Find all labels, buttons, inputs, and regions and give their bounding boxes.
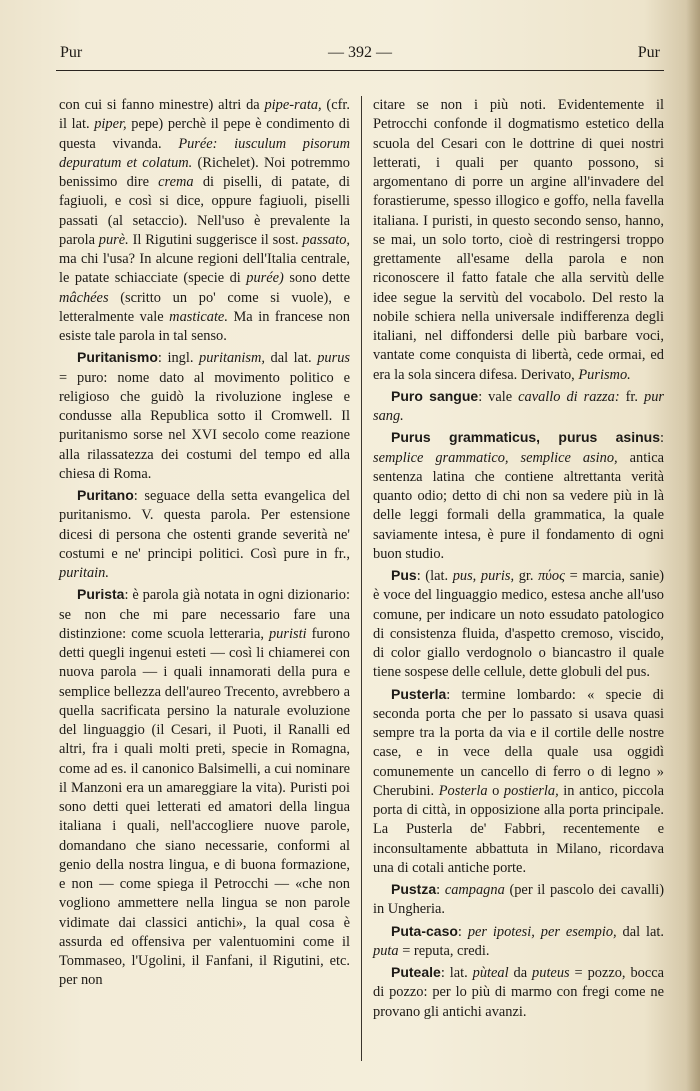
dictionary-entry [59,585,350,990]
page-number: — 392 — [328,44,392,61]
dictionary-entry [59,486,350,583]
italic-term: puritanism, [199,350,265,367]
dictionary-entry [373,96,664,385]
entry-text: Ma in francese non esiste tale parola in tal senso. [59,308,350,344]
entry-text: dal lat. [616,923,664,940]
italic-term: puristi [268,625,307,642]
italic-term: Purismo. [578,366,631,383]
entry-text: sono dette [283,270,350,287]
italic-term: pùteal [472,965,509,981]
entry-text: di piselli, di patate, di fagiuoli, e così si dice, oppure fagiuoli, piselli passati (al setaccio). Nell'uso è prevalente la parola [59,174,350,248]
dictionary-entry [373,428,664,564]
italic-term: puta [373,942,399,959]
entry-text: (per il pascolo dei cavalli) in Ungheria. [373,882,664,918]
entry-text: (cfr. il lat. [59,97,350,133]
italic-term: πύος [538,568,565,584]
page-edge-shadow [686,0,700,1091]
header-rule [56,70,664,71]
entry-text: furono detti quegli ingenui esteti — così li chiamerei con nuova parola — i quali innamorati della pura e semplice bellezza dell'aureo Trecento, avrebbero a quella sacrificata persino la naturale evoluzione del linguaggio (il Cesari, il Puoti, il Ranalli ed altri, fra i quali molti preti, specie in Romagna, come ad es. il canonico Balsimelli, a cui nominare il Manzoni era un amareggiare la vita). Puristi poi sono detti quei letterati ed amatori della lingua italiana i quali, nell'accogliere nuove parole, domandano che siano necessarie, conformi al genio della nostra lingua, e di buona formazione, e non — come spiega il Petrocchi — «che non vogliono ammettere nella lingua se non parole vidimate dai classici antichi», la qual cosa è assurda ed offensiva per valentuomini come il Tommaseo, l'Ugolini, il Fanfani, il Rigutini, etc. per non [59,625,350,989]
italic-term: campagna [444,882,505,898]
dictionary-entry [373,922,664,962]
entry-text: : lat. [440,965,473,981]
entry-headword: Purista [77,586,125,603]
italic-term: passato, [302,231,350,248]
italic-term: puteus [532,965,570,981]
italic-term: semplice grammatico, semplice asino, [373,449,618,466]
entry-text: = reputa, credi. [398,942,490,959]
entry-text: (scritto un po' come si vuole), e letteralmente vale [59,289,350,325]
dictionary-entry [373,685,664,879]
running-head-right: Pur [637,44,660,61]
entry-headword: Pus [391,567,417,583]
entry-headword: Puta-caso [391,922,458,939]
italic-term: masticate. [169,308,228,325]
entry-text: pepe) perchè il pepe è condimento di questa vivanda. [59,116,350,152]
entry-headword: Purus grammaticus, purus asinus [391,429,660,446]
entry-text: = pozzo, bocca di pozzo: per lo più di marmo con fregi come ne provano gli antichi avanzi. [373,965,665,1020]
italic-term: Posterla [438,782,488,799]
italic-term: pur sang. [373,388,664,424]
running-head-left: Pur [60,44,83,61]
entry-text: in antico, piccola porta di città, in opposizione alla porta principale. La Pusterla de' Fabbri, recentemente e inconsultamente abbattuta in Milano, ricordava una di cotali antiche porte. [373,782,664,876]
entry-headword: Pustza [391,881,437,897]
entry-text: ma chi l'usa? In alcune regioni dell'Italia centrale, le patate schiacciate (specie di [59,251,350,287]
entry-text: : (lat. [416,568,453,584]
dictionary-entry [373,387,664,427]
entry-text: : [660,430,664,447]
entry-text: Il Rigutini suggerisce il sost. [128,231,303,248]
entry-text: con cui si fanno minestre) altri da [59,97,265,113]
dictionary-entry [59,96,350,346]
dictionary-entry [373,566,664,683]
entry-text: da [508,965,533,981]
entry-text: : [436,882,445,898]
italic-term: purée) [246,270,284,287]
entry-text: : è parola già notata in ogni dizionario: se non che mi pare necessario fare una distinzione: come scuola letteraria, [59,587,350,642]
entry-text: = marcia, sanie) è voce del linguaggio medico, estesa anche all'uso comune, per indicare un noto essudato patologico di consistenza fluida, d'aspetto cremoso, viscido, di color giallo verdognolo o biancastro il quale tiene sospese delle cellule, dette globuli del pus. [373,568,665,681]
italic-term: puritain. [59,565,109,581]
italic-term: postierla, [503,782,559,799]
entry-text: fr. [619,388,644,405]
entry-headword: Pusterla [391,685,447,702]
italic-term: purè. [98,231,129,248]
entry-headword: Puteale [391,964,441,980]
italic-term: purus [317,350,350,367]
left-column [59,96,350,993]
entry-text: dal lat. [264,350,318,367]
italic-term: Purée: iusculum pisorum depuratum et colatum. [59,135,350,171]
entry-text: antica sentenza latina che contiene altrettanta verità quanto odio; detto di chi non sa vedere più in là delle leggi formali della grammatica, la quale saviamente intesa, è pure il fondamento di ogni buon studio. [373,449,664,562]
entry-text: gr. [514,568,539,584]
entry-text: : vale [478,388,519,405]
italic-term: cavallo di razza: [518,388,620,405]
entry-text: : ingl. [157,350,199,367]
italic-term: piper, [94,116,127,133]
page-header [56,44,664,66]
italic-term: crema [158,174,194,190]
italic-term: mâchées [59,289,109,306]
dictionary-entry [373,880,664,920]
entry-headword: Puro sangue [391,387,479,404]
entry-text: : termine lombardo: « specie di seconda porta che per lo passato si usava quasi sempre tra la porta da via e il cortile delle nostre case, e in vece della quale usa oggidì comunemente un cancello di ferro o di legno » Cherubini. [373,686,664,799]
right-column [373,96,664,1024]
entry-headword: Puritano [77,487,134,503]
italic-term: per ipotesi, per esempio, [467,923,617,940]
entry-headword: Puritanismo [77,349,158,366]
entry-text: citare se non i più noti. Evidentemente il Petrocchi confonde il dogmatismo estetico della scuola del Cesari con le dottrine di quei nostri letterati, i quali per quanto possono, si argomentano di porre un argine all'invadere del forastierume, spesso illogico e goffo, nella favella italiana. I puristi, in questo secondo senso, hanno, se mai, un solo torto, cioè di restringersi troppo grettamente all'esame della parola e non riconoscere il fatto fatale che alla servitù delle idee segue la servitù del vocabolo. Del resto la nobile schiera nella universale indifferenza degli italiani, nel diffondersi delle più barbare voci, vantate come conquista di libertà, cede ormai, ed era la sola sincera difesa. Derivato, [373,97,664,383]
dictionary-entry [59,348,350,484]
entry-text: = puro: nome dato al movimento politico e religioso che guidò la rivoluzione inglese e condusse alla Republica sotto il Cromwell. Il puritanismo sorse nel XVI secolo come reazione alla rilassatezza dei costumi del tempo ed alla chiesa di Roma. [59,369,350,482]
italic-term: pipe-rata, [264,97,322,113]
entry-text: (Richelet). Noi potremmo benissimo dire [59,154,350,190]
entry-text: : seguace della setta evangelica del puritanismo. V. questa parola. Per estensione dicesi di persona che ostenti grande severità ne' costumi e ne' principi politici. Così pure in fr., [59,488,350,562]
entry-text: : [457,923,468,940]
column-divider [361,96,362,1061]
italic-term: pus, puris, [452,568,515,584]
dictionary-entry [373,963,664,1022]
entry-text: o [487,782,504,799]
